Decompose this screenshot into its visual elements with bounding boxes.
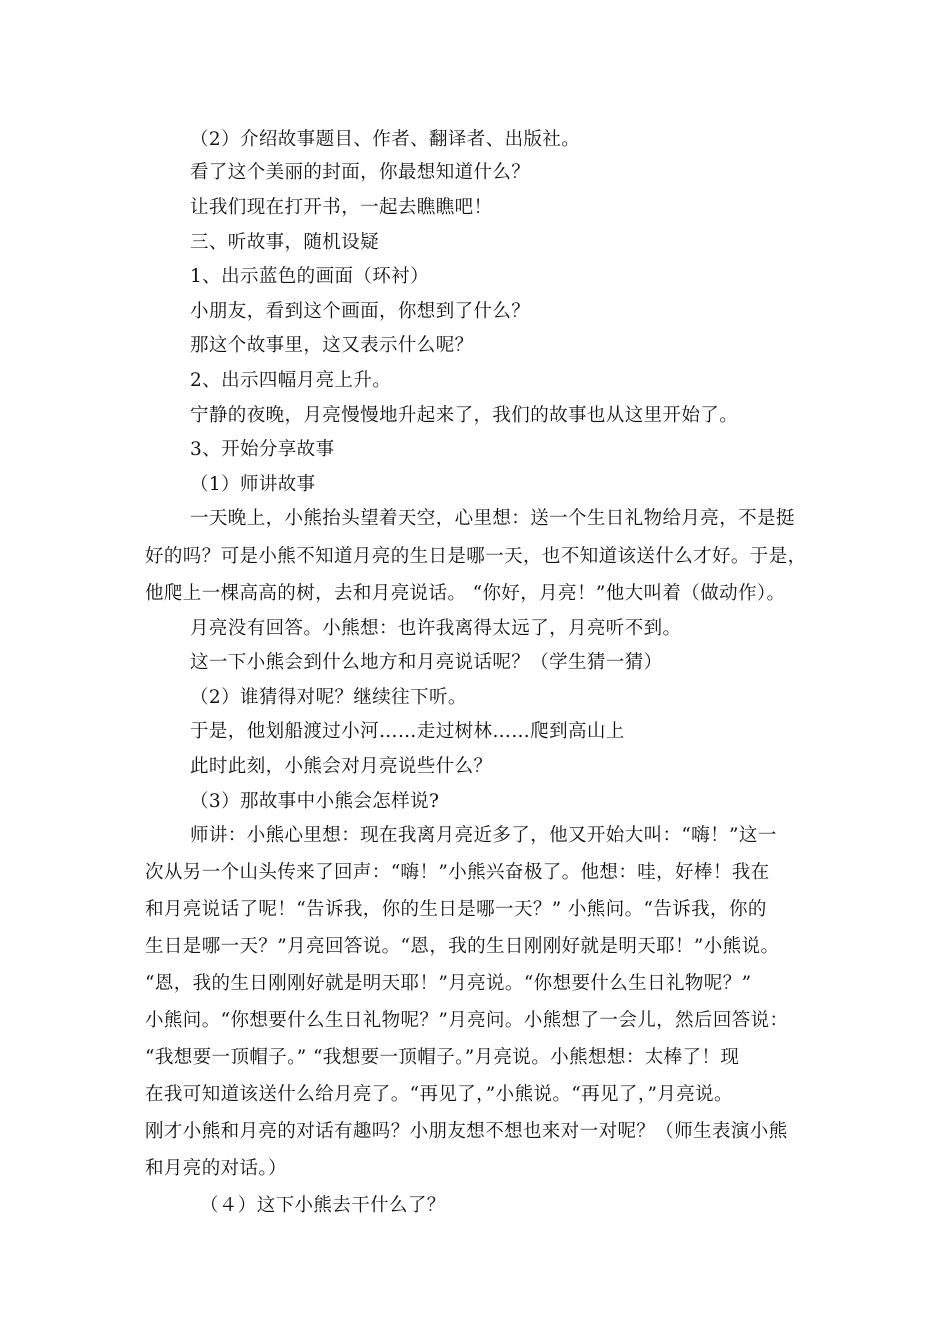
text-line: 此时此刻，小熊会对月亮说些什么？ [190,756,493,777]
section-heading: 三、听故事，随机设疑 [190,232,380,253]
text-line: 宁静的夜晚，月亮慢慢地升起来了，我们的故事也从这里开始了。 [190,405,739,426]
text-line: 小熊问。“你想要什么生日礼物呢？”月亮问。小熊想了一会儿，然后回答说： [145,1010,789,1031]
text-line: 这一下小熊会到什么地方和月亮说话呢？（学生猜一猜） [190,652,663,673]
text-line: 那这个故事里，这又表示什么呢？ [190,335,474,356]
text-line: （４）这下小熊去干什么了？ [200,1195,446,1216]
text-line: 2、出示四幅月亮上升。 [190,370,392,391]
text-line: 好的吗？可是小熊不知道月亮的生日是哪一天，也不知道该送什么才好。于是， [145,546,807,567]
text-line: 月亮没有回答。小熊想：也许我离得太远了，月亮听不到。 [190,618,682,639]
text-line: 生日是哪一天？”月亮回答说。“恩，我的生日刚刚好就是明天耶！”小熊说。 [145,936,780,957]
text-line: （2）谁猜得对呢？继续往下听。 [190,687,467,708]
text-line: （2）介绍故事题目、作者、翻译者、出版社。 [190,129,581,150]
text-line: （1）师讲故事 [190,474,316,495]
text-line: 次从另一个山头传来了回声：“嗨！”小熊兴奋极了。他想：哇，好棒！我在 [145,862,770,883]
text-line: “恩，我的生日刚刚好就是明天耶！”月亮说。“你想要什么生日礼物呢？” [145,973,752,994]
text-line: 让我们现在打开书，一起去瞧瞧吧！ [190,197,493,218]
text-line: 和月亮说话了呢！“告诉我，你的生日是哪一天？” 小熊问。“告诉我，你的 [145,899,767,920]
text-line: 一天晚上，小熊抬头望着天空，心里想：送一个生日礼物给月亮，不是挺 [190,508,795,529]
text-line: 在我可知道该送什么给月亮了。“再见了，”小熊说。“再见了，”月亮说。 [145,1084,733,1105]
text-line: （3）那故事中小熊会怎样说? [190,791,440,812]
text-line: 于是，他划船渡过小河……走过树林……爬到高山上 [190,721,625,742]
text-line: 1、出示蓝色的画面（环衬） [190,266,429,287]
text-line: 3、开始分享故事 [190,439,335,460]
text-line: 和月亮的对话。） [145,1158,287,1179]
text-line: “我想要一顶帽子。” “我想要一顶帽子。”月亮说。小熊想想：太棒了！现 [145,1047,740,1068]
text-line: 看了这个美丽的封面，你最想知道什么？ [190,162,531,183]
text-line: 他爬上一棵高高的树，去和月亮说话。 “你好，月亮！”他大叫着（做动作）。 [145,583,786,604]
text-line: 师讲：小熊心里想：现在我离月亮近多了，他又开始大叫：“嗨！”这一 [190,825,777,846]
text-line: 刚才小熊和月亮的对话有趣吗？小朋友想不想也来对一对呢？（师生表演小熊 [145,1121,788,1142]
text-line: 小朋友，看到这个画面，你想到了什么？ [190,301,531,322]
